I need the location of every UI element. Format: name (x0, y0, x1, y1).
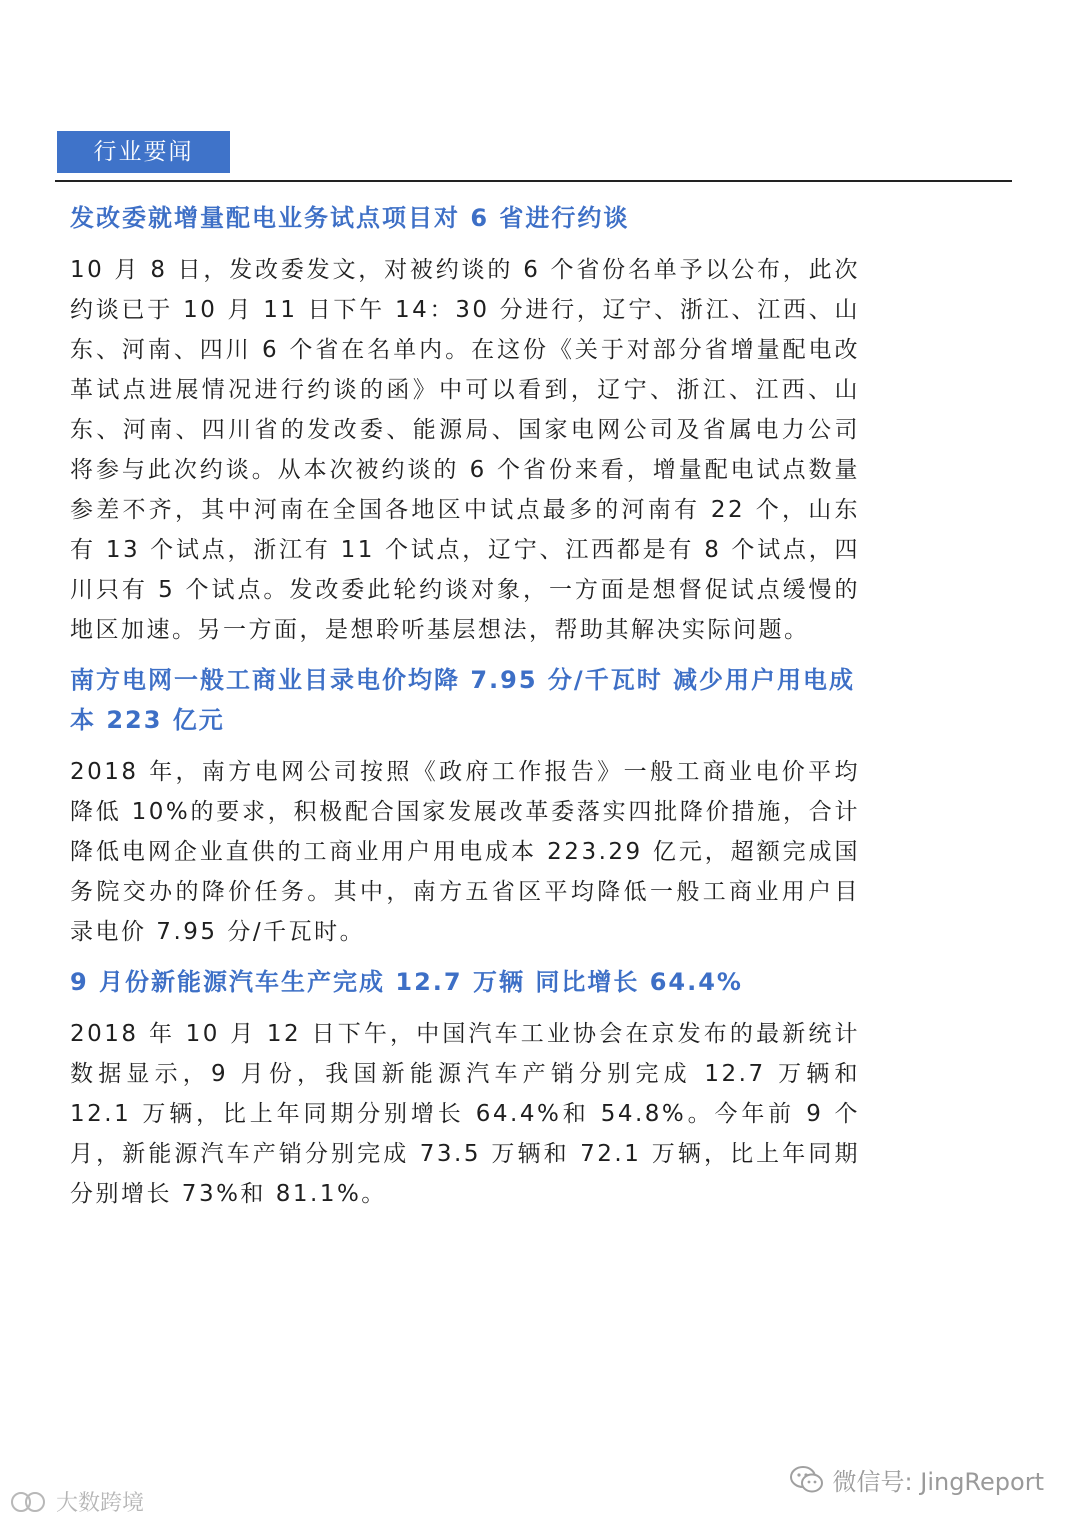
article-title: 9 月份新能源汽车生产完成 12.7 万辆 同比增长 64.4% (70, 968, 743, 996)
article-title: 发改委就增量配电业务试点项目对 6 省进行约谈 (70, 204, 630, 232)
article-body: 2018 年，南方电网公司按照《政府工作报告》一般工商业电价平均降低 10%的要求，积极配合国家发展改革委落实四批降价措施，合计降低电网企业直供的工商业用户用电成本 223.29 亿元，超额完成国务院交办的降价任务。其中，南方五省区平均降低一般工商业用户目录电价 7.95 分/千瓦时。 (70, 759, 860, 945)
article-body: 10 月 8 日，发改委发文，对被约谈的 6 个省份名单予以公布，此次约谈已于 10 月 11 日下午 14：30 分进行，辽宁、浙江、江西、山东、河南、四川 6 个省在名单内。在这份《关于对部分省增量配电改革试点进展情况进行约谈的函》中可以看到，辽宁、浙江、江西、山东、河南、四川省的发改委、能源局、国家电网公司及省属电力公司将参与此次约谈。从本次被约谈的 6 个省份来看，增量配电试点数量参差不齐，其中河南在全国各地区中试点最多的河南有 22 个，山东有 13 个试点，浙江有 11 个试点，辽宁、江西都是有 8 个试点，四川只有 5 个试点。发改委此轮约谈对象，一方面是想督促试点缓慢的地区加速。另一方面，是想聆听基层想法，帮助其解决实际问题。 (70, 257, 860, 643)
site-logo-icon (10, 1489, 50, 1515)
wechat-watermark (789, 1462, 1044, 1497)
article-body: 2018 年 10 月 12 日下午，中国汽车工业协会在京发布的最新统计数据显示，9 月份，我国新能源汽车产销分别完成 12.7 万辆和 12.1 万辆，比上年同期分别增长 64.4%和 54.8%。今年前 9 个月，新能源汽车产销分别完成 73.5 万辆和 72.1 万辆，比上年同期分别增长 73%和 81.1%。 (70, 1021, 860, 1207)
article-title: 南方电网一般工商业目录电价均降 7.95 分/千瓦时 减少用户用电成本 223 亿元 (70, 666, 856, 734)
wechat-id-label: 微信号: JingReport (832, 1468, 1044, 1496)
header-divider (55, 180, 1012, 182)
wechat-icon (789, 1465, 825, 1495)
article-list (70, 198, 860, 1214)
site-name-label: 大数跨境 (56, 1491, 145, 1516)
section-tab: 行业要闻 (57, 131, 230, 173)
site-watermark (10, 1486, 144, 1517)
